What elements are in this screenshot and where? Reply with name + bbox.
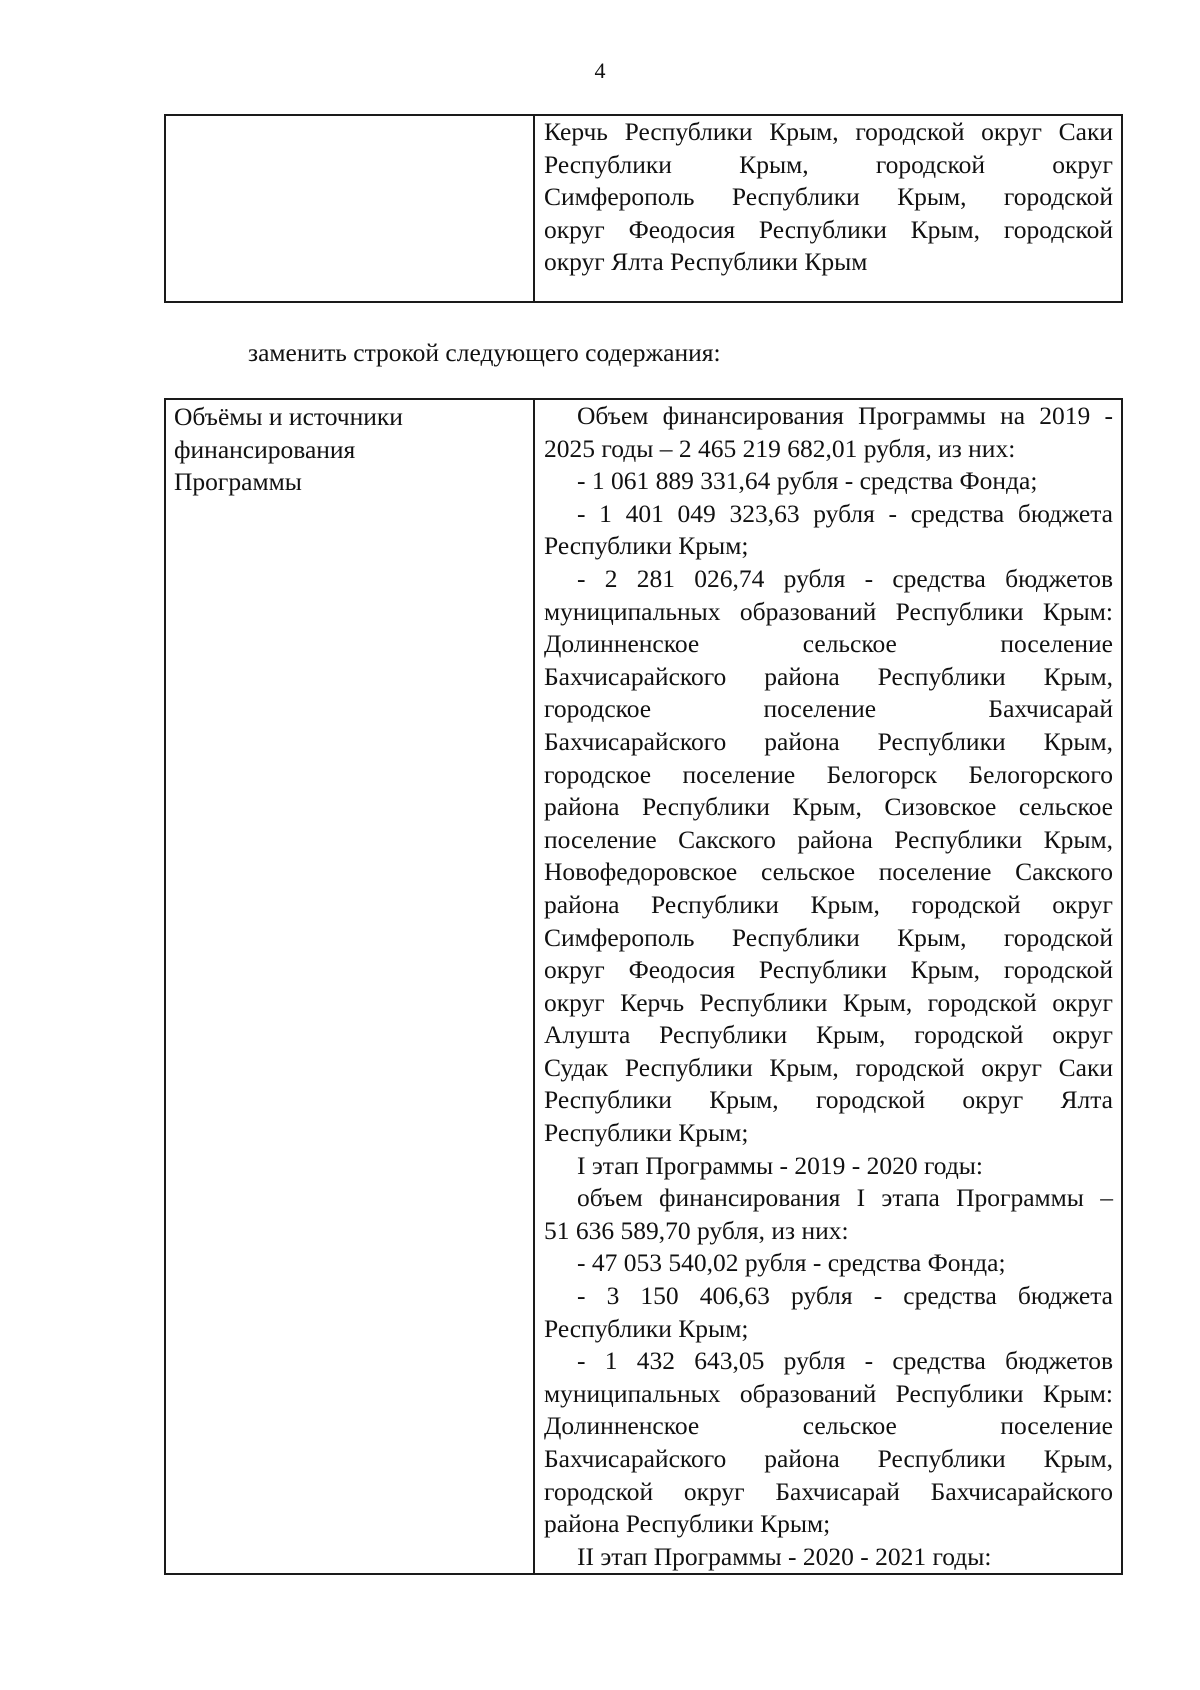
text-line: Новофедоровское сельское поселение Сакского [544,857,1113,887]
text-line: - 2 281 026,74 рубля - средства бюджетов [577,563,1113,593]
text-line: района Республики Крым; [544,1509,831,1539]
funding-content-cell [534,399,1122,1574]
text-line: муниципальных образований Республики Крым: [544,1378,1113,1408]
text-line: Республики Крым; [544,1118,749,1148]
text-line: Объем финансирования Программы на 2019 - [577,401,1113,430]
text-line: 2025 годы – 2 465 219 682,01 рубля, из них: [544,433,1016,463]
text-line: Керчь Республики Крым, городской округ Саки [544,117,1113,146]
replacement-row-table [164,398,1123,1575]
previous-row-table [164,114,1123,303]
text-line: поселение Сакского района Республики Крым, [544,824,1113,854]
previous-row-content-cell [534,115,1122,302]
text-line: района Республики Крым, городской округ [544,889,1113,919]
text-line: Судак Республики Крым, городской округ Саки [544,1052,1113,1082]
text-line: Республики Крым, городской округ Ялта [544,1085,1113,1115]
table-row [165,399,1122,1574]
text-line: I этап Программы - 2019 - 2020 годы: [577,1150,984,1180]
text-line: Бахчисарайского района Республики Крым, [544,661,1113,691]
text-line: округ Феодосия Республики Крым, городской [544,955,1113,985]
text-line: Симферополь Республики Крым, городской [544,182,1113,212]
instruction-text: заменить строкой следующего содержания: [248,338,721,367]
text-line: Алушта Республики Крым, городской округ [544,1020,1113,1050]
text-line: Республики Крым, городской округ [544,149,1113,179]
text-line: муниципальных образований Республики Крым: [544,596,1113,626]
label-line: Объёмы и источники [174,402,403,431]
text-line: Республики Крым; [544,1313,749,1343]
table-row [165,115,1122,302]
page-number: 4 [594,58,606,83]
text-line: городской округ Бахчисарай Бахчисарайского [544,1476,1113,1506]
text-line: Бахчисарайского района Республики Крым, [544,726,1113,756]
text-line: - 1 401 049 323,63 рубля - средства бюджета [577,498,1113,528]
text-line: округ Феодосия Республики Крым, городской [544,214,1113,244]
text-line: Симферополь Республики Крым, городской [544,922,1113,952]
text-line: - 47 053 540,02 рубля - средства Фонда; [577,1248,1006,1278]
text-line: района Республики Крым, Сизовское сельское [544,792,1113,822]
text-line: 51 636 589,70 рубля, из них: [544,1215,849,1245]
text-line: - 3 150 406,63 рубля - средства бюджета [577,1281,1113,1311]
label-line: Программы [174,467,302,497]
text-line: городское поселение Бахчисарай [544,694,1113,724]
text-line: объем финансирования I этапа Программы – [577,1183,1113,1213]
text-line: округ Ялта Республики Крым [544,247,868,277]
empty-label-cell [165,115,534,302]
text-line: Долинненское сельское поселение [544,1411,1113,1441]
text-line: - 1 061 889 331,64 рубля - средства Фонда; [577,466,1038,496]
text-line: Бахчисарайского района Республики Крым, [544,1444,1113,1473]
text-line: II этап Программы - 2020 - 2021 годы: [577,1541,992,1571]
text-line: Республики Крым; [544,531,749,561]
text-line: Долинненское сельское поселение [544,629,1113,659]
text-line: округ Керчь Республики Крым, городской округ [544,987,1113,1017]
text-line: городское поселение Белогорск Белогорского [544,759,1113,789]
label-line: финансирования [174,434,356,464]
text-line: - 1 432 643,05 рубля - средства бюджетов [577,1346,1113,1376]
funding-label-cell [165,399,534,1574]
